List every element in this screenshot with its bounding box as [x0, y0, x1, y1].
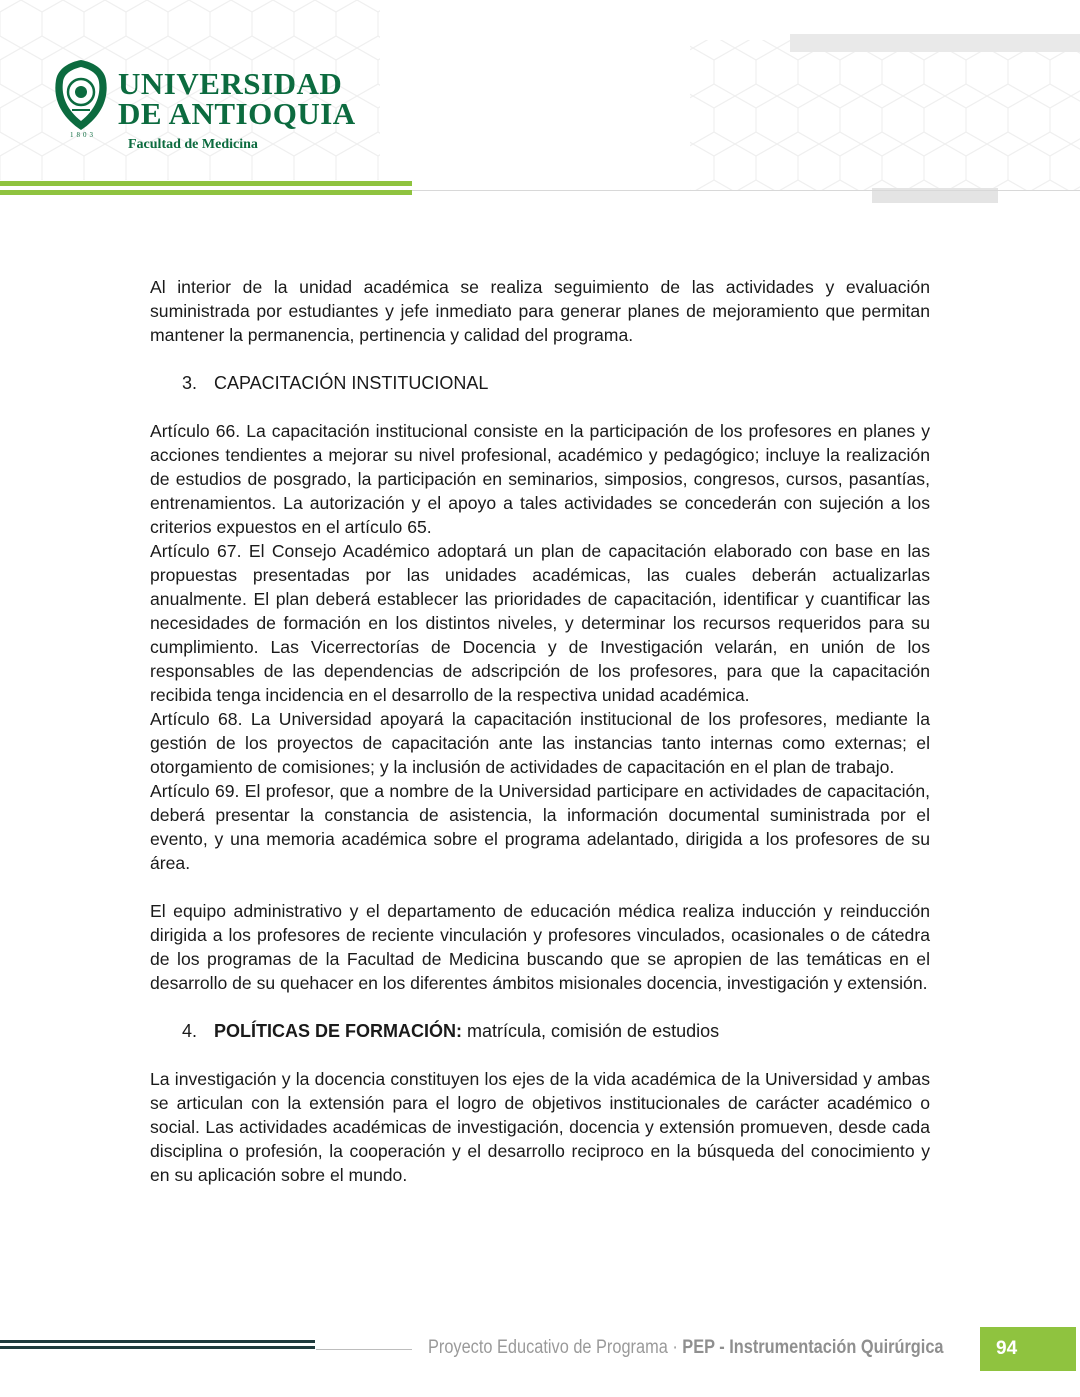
footer-title: [428, 1337, 944, 1359]
article-67: Artículo 67. El Consejo Académico adoptará un plan de capacitación elaborado con base en las propuestas presentadas por las unidades académicas, las cuales deberán actualizarlas anualmente. El plan deberá establecer las prioridades de capacitación, identificar y cuantificar las necesidades de formación en los distintos niveles, y determinar los recursos requeridos para su cumplimiento. Las Vicerrectorías de Docencia y de Investigación velarán, en unión de los responsables de las dependencias de adscripción de los profesores, para que la capacitación recibida tenga incidencia en el desarrollo de la respectiva unidad académica.: [150, 541, 930, 705]
intro-paragraph: Al interior de la unidad académica se realiza seguimiento de las actividades y evaluación suministrada por estudiantes y jefe inmediato para generar planes de mejoramiento que permitan mantener la permanencia, pertinencia y calidad del programa.: [150, 277, 930, 345]
logo-faculty-name: Facultad de Medicina: [128, 137, 258, 152]
section-3-number: 3.: [182, 373, 198, 393]
logo-university-line2: DE ANTIOQUIA: [118, 96, 356, 131]
university-seal-icon: [52, 58, 110, 134]
header-green-bars: [0, 181, 412, 197]
header-divider: [412, 190, 1080, 191]
article-69: Artículo 69. El profesor, que a nombre de la Universidad participare en actividades de capacitación, deberá presentar la constancia de asistencia, la información documental suministrada por el evento, y una memoria académica sobre el programa adelantado, dirigida a los profesores de su área.: [150, 781, 930, 873]
section-4-title-rest: matrícula, comisión de estudios: [462, 1021, 720, 1041]
team-paragraph: El equipo administrativo y el departamento de educación médica realiza inducción y reinducción dirigida a los profesores de reciente vinculación y profesores vinculados, ocasionales o de cátedra de los programas de la Facultad de Medicina buscando que se apropien de las temáticas en el desarrollo de su quehacer en los diferentes ámbitos misionales docencia, investigación y extensión.: [150, 901, 930, 993]
article-68: Artículo 68. La Universidad apoyará la capacitación institucional de los profesores, mediante la gestión de los proyectos de capacitación ante las instancias tanto internas como externas; el otorgamiento de comisiones; y la inclusión de actividades de capacitación en el plan de trabajo.: [150, 709, 930, 777]
section-4-title-bold: POLÍTICAS DE FORMACIÓN:: [214, 1021, 462, 1041]
article-66: Artículo 66. La capacitación institucional consiste en la participación de los profesores en planes y acciones tendientes a mejorar su nivel profesional, académico y pedagógico; incluye la realización de estudios de posgrado, la participación en seminarios, simposios, congresos, cursos, pasantías, entrenamientos. La autorización y el apoyo a tales actividades se concederán con sujeción a los criterios expuestos en el artículo 65.: [150, 421, 930, 537]
research-paragraph: La investigación y la docencia constituyen los ejes de la vida académica de la Universidad y ambas se articulan con la extensión para el logro de objetivos institucionales de carácter académico o social. Las actividades académicas de investigación, docencia y extensión promueven, desde cada disciplina o profesión, la cooperación y el desarrollo reciproco en la búsqueda del conocimiento y en su aplicación sobre el mundo.: [150, 1069, 930, 1185]
section-3-title: CAPACITACIÓN INSTITUCIONAL: [214, 373, 489, 393]
page-number: 94: [996, 1338, 1018, 1359]
logo-founding-year: 1803: [70, 131, 96, 139]
section-3-heading: [150, 371, 930, 395]
section-4-number: 4.: [182, 1021, 198, 1041]
header-gray-bar: [790, 34, 1080, 52]
footer-title-regular: Proyecto Educativo de Programa ·: [428, 1337, 683, 1358]
footer-title-bold: PEP - Instrumentación Quirúrgica: [682, 1337, 944, 1358]
university-logo: [52, 58, 372, 158]
document-body: [150, 275, 930, 1187]
page-number-badge: [980, 1327, 1076, 1371]
footer-divider: [316, 1349, 412, 1350]
logo-university-line1: UNIVERSIDAD: [118, 66, 343, 101]
section-4-heading: [150, 1019, 930, 1043]
footer-dark-lines: [0, 1340, 315, 1352]
